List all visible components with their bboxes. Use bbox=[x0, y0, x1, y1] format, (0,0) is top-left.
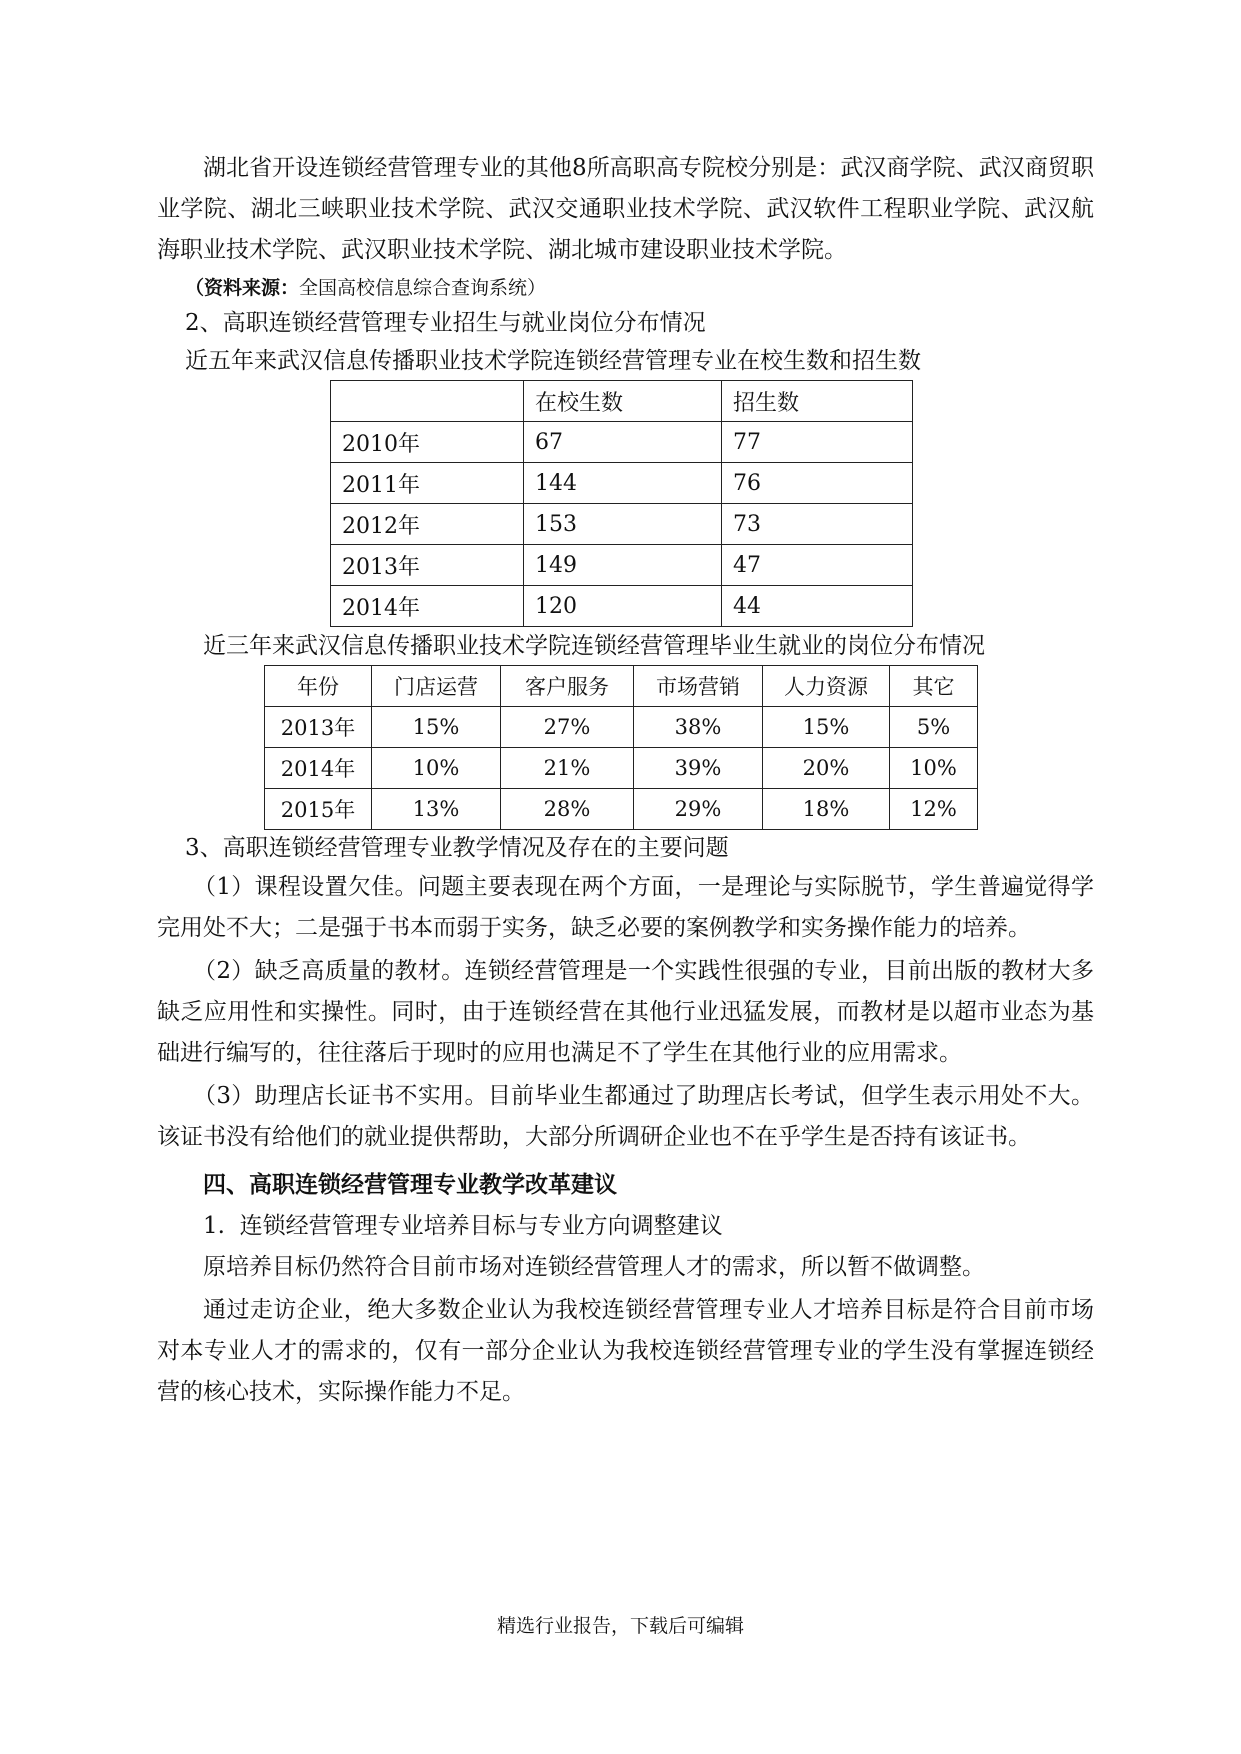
table-cell: 149 bbox=[524, 545, 722, 586]
section-4-heading: 四、高职连锁经营管理专业教学改革建议 bbox=[203, 1171, 617, 1198]
table-row bbox=[265, 789, 978, 830]
table-cell: 10% bbox=[890, 748, 978, 789]
employment-distribution-table bbox=[264, 665, 978, 830]
source-label: （资料来源： bbox=[185, 277, 300, 299]
table-cell: 76 bbox=[722, 463, 913, 504]
table-cell: 47 bbox=[722, 545, 913, 586]
table-cell: 10% bbox=[372, 748, 501, 789]
table-cell: 38% bbox=[634, 707, 763, 748]
table-cell: 67 bbox=[524, 422, 722, 463]
table-cell: 5% bbox=[890, 707, 978, 748]
table-cell: 2013年 bbox=[331, 545, 524, 586]
table-header-cell: 客户服务 bbox=[501, 666, 634, 707]
table-header-cell: 其它 bbox=[890, 666, 978, 707]
table-cell: 39% bbox=[634, 748, 763, 789]
source-note bbox=[157, 271, 1094, 305]
table-cell: 29% bbox=[634, 789, 763, 830]
table-cell: 2015年 bbox=[265, 789, 372, 830]
table-cell: 2014年 bbox=[265, 748, 372, 789]
table-cell: 73 bbox=[722, 504, 913, 545]
table-cell: 144 bbox=[524, 463, 722, 504]
table-cell: 18% bbox=[763, 789, 890, 830]
table-row bbox=[331, 504, 913, 545]
table2-caption: 近三年来武汉信息传播职业技术学院连锁经营管理毕业生就业的岗位分布情况 bbox=[203, 633, 985, 659]
table-cell: 153 bbox=[524, 504, 722, 545]
table-cell: 44 bbox=[722, 586, 913, 627]
table-cell: 2014年 bbox=[331, 586, 524, 627]
table-cell: 15% bbox=[763, 707, 890, 748]
table-row bbox=[331, 545, 913, 586]
table-header-cell bbox=[331, 381, 524, 422]
paragraph-b: 通过走访企业，绝大多数企业认为我校连锁经营管理专业人才培养目标是符合目前市场对本专业人才的需求的，仅有一部分企业认为我校连锁经营管理专业的学生没有掌握连锁经营的核心技术，实际操作能力不足。 bbox=[157, 1297, 1094, 1405]
table-cell: 13% bbox=[372, 789, 501, 830]
table-cell: 28% bbox=[501, 789, 634, 830]
intro-paragraph: 湖北省开设连锁经营管理专业的其他8所高职高专院校分别是：武汉商学院、武汉商贸职业学院、湖北三峡职业技术学院、武汉交通职业技术学院、武汉软件工程职业学院、武汉航海职业技术学院、武汉职业技术学院、湖北城市建设职业技术学院。 bbox=[157, 155, 1094, 263]
table-header-row bbox=[265, 666, 978, 707]
table-row bbox=[331, 422, 913, 463]
table-cell: 21% bbox=[501, 748, 634, 789]
table-cell: 2010年 bbox=[331, 422, 524, 463]
table-header-cell: 年份 bbox=[265, 666, 372, 707]
enrollment-table bbox=[330, 380, 913, 627]
table-header-cell: 在校生数 bbox=[524, 381, 722, 422]
document-body bbox=[157, 148, 1094, 1413]
table-cell: 120 bbox=[524, 586, 722, 627]
section-3-title: 3、高职连锁经营管理专业教学情况及存在的主要问题 bbox=[185, 835, 729, 861]
table-cell: 20% bbox=[763, 748, 890, 789]
paragraph-a: 原培养目标仍然符合目前市场对连锁经营管理人才的需求，所以暂不做调整。 bbox=[203, 1254, 985, 1280]
page-footer: 精选行业报告，下载后可编辑 bbox=[496, 1615, 744, 1637]
table-header-cell: 市场营销 bbox=[634, 666, 763, 707]
table-cell: 77 bbox=[722, 422, 913, 463]
table-row bbox=[331, 463, 913, 504]
table-cell: 2011年 bbox=[331, 463, 524, 504]
table-cell: 15% bbox=[372, 707, 501, 748]
table-header-cell: 招生数 bbox=[722, 381, 913, 422]
table-row bbox=[331, 586, 913, 627]
problem-paragraph-1: （1）课程设置欠佳。问题主要表现在两个方面，一是理论与实际脱节，学生普遍觉得学完用处不大；二是强于书本而弱于实务，缺乏必要的案例教学和实务操作能力的培养。 bbox=[157, 874, 1094, 941]
table-cell: 27% bbox=[501, 707, 634, 748]
table-cell: 2012年 bbox=[331, 504, 524, 545]
subsection-1-title: 1. 连锁经营管理专业培养目标与专业方向调整建议 bbox=[203, 1213, 723, 1239]
problem-paragraph-2: （2）缺乏高质量的教材。连锁经营管理是一个实践性很强的专业，目前出版的教材大多缺乏应用性和实操性。同时，由于连锁经营在其他行业迅猛发展，而教材是以超市业态为基础进行编写的，往往落后于现时的应用也满足不了学生在其他行业的应用需求。 bbox=[157, 958, 1094, 1066]
problem-paragraph-3: （3）助理店长证书不实用。目前毕业生都通过了助理店长考试，但学生表示用处不大。该证书没有给他们的就业提供帮助，大部分所调研企业也不在乎学生是否持有该证书。 bbox=[157, 1083, 1094, 1150]
table-header-cell: 人力资源 bbox=[763, 666, 890, 707]
table-header-cell: 门店运营 bbox=[372, 666, 501, 707]
section-2-title: 2、高职连锁经营管理专业招生与就业岗位分布情况 bbox=[185, 310, 706, 336]
table-header-row bbox=[331, 381, 913, 422]
table-row bbox=[265, 748, 978, 789]
source-text: 全国高校信息综合查询系统） bbox=[299, 277, 547, 299]
table-row bbox=[265, 707, 978, 748]
table-cell: 2013年 bbox=[265, 707, 372, 748]
table1-caption: 近五年来武汉信息传播职业技术学院连锁经营管理专业在校生数和招生数 bbox=[185, 348, 921, 374]
table-cell: 12% bbox=[890, 789, 978, 830]
